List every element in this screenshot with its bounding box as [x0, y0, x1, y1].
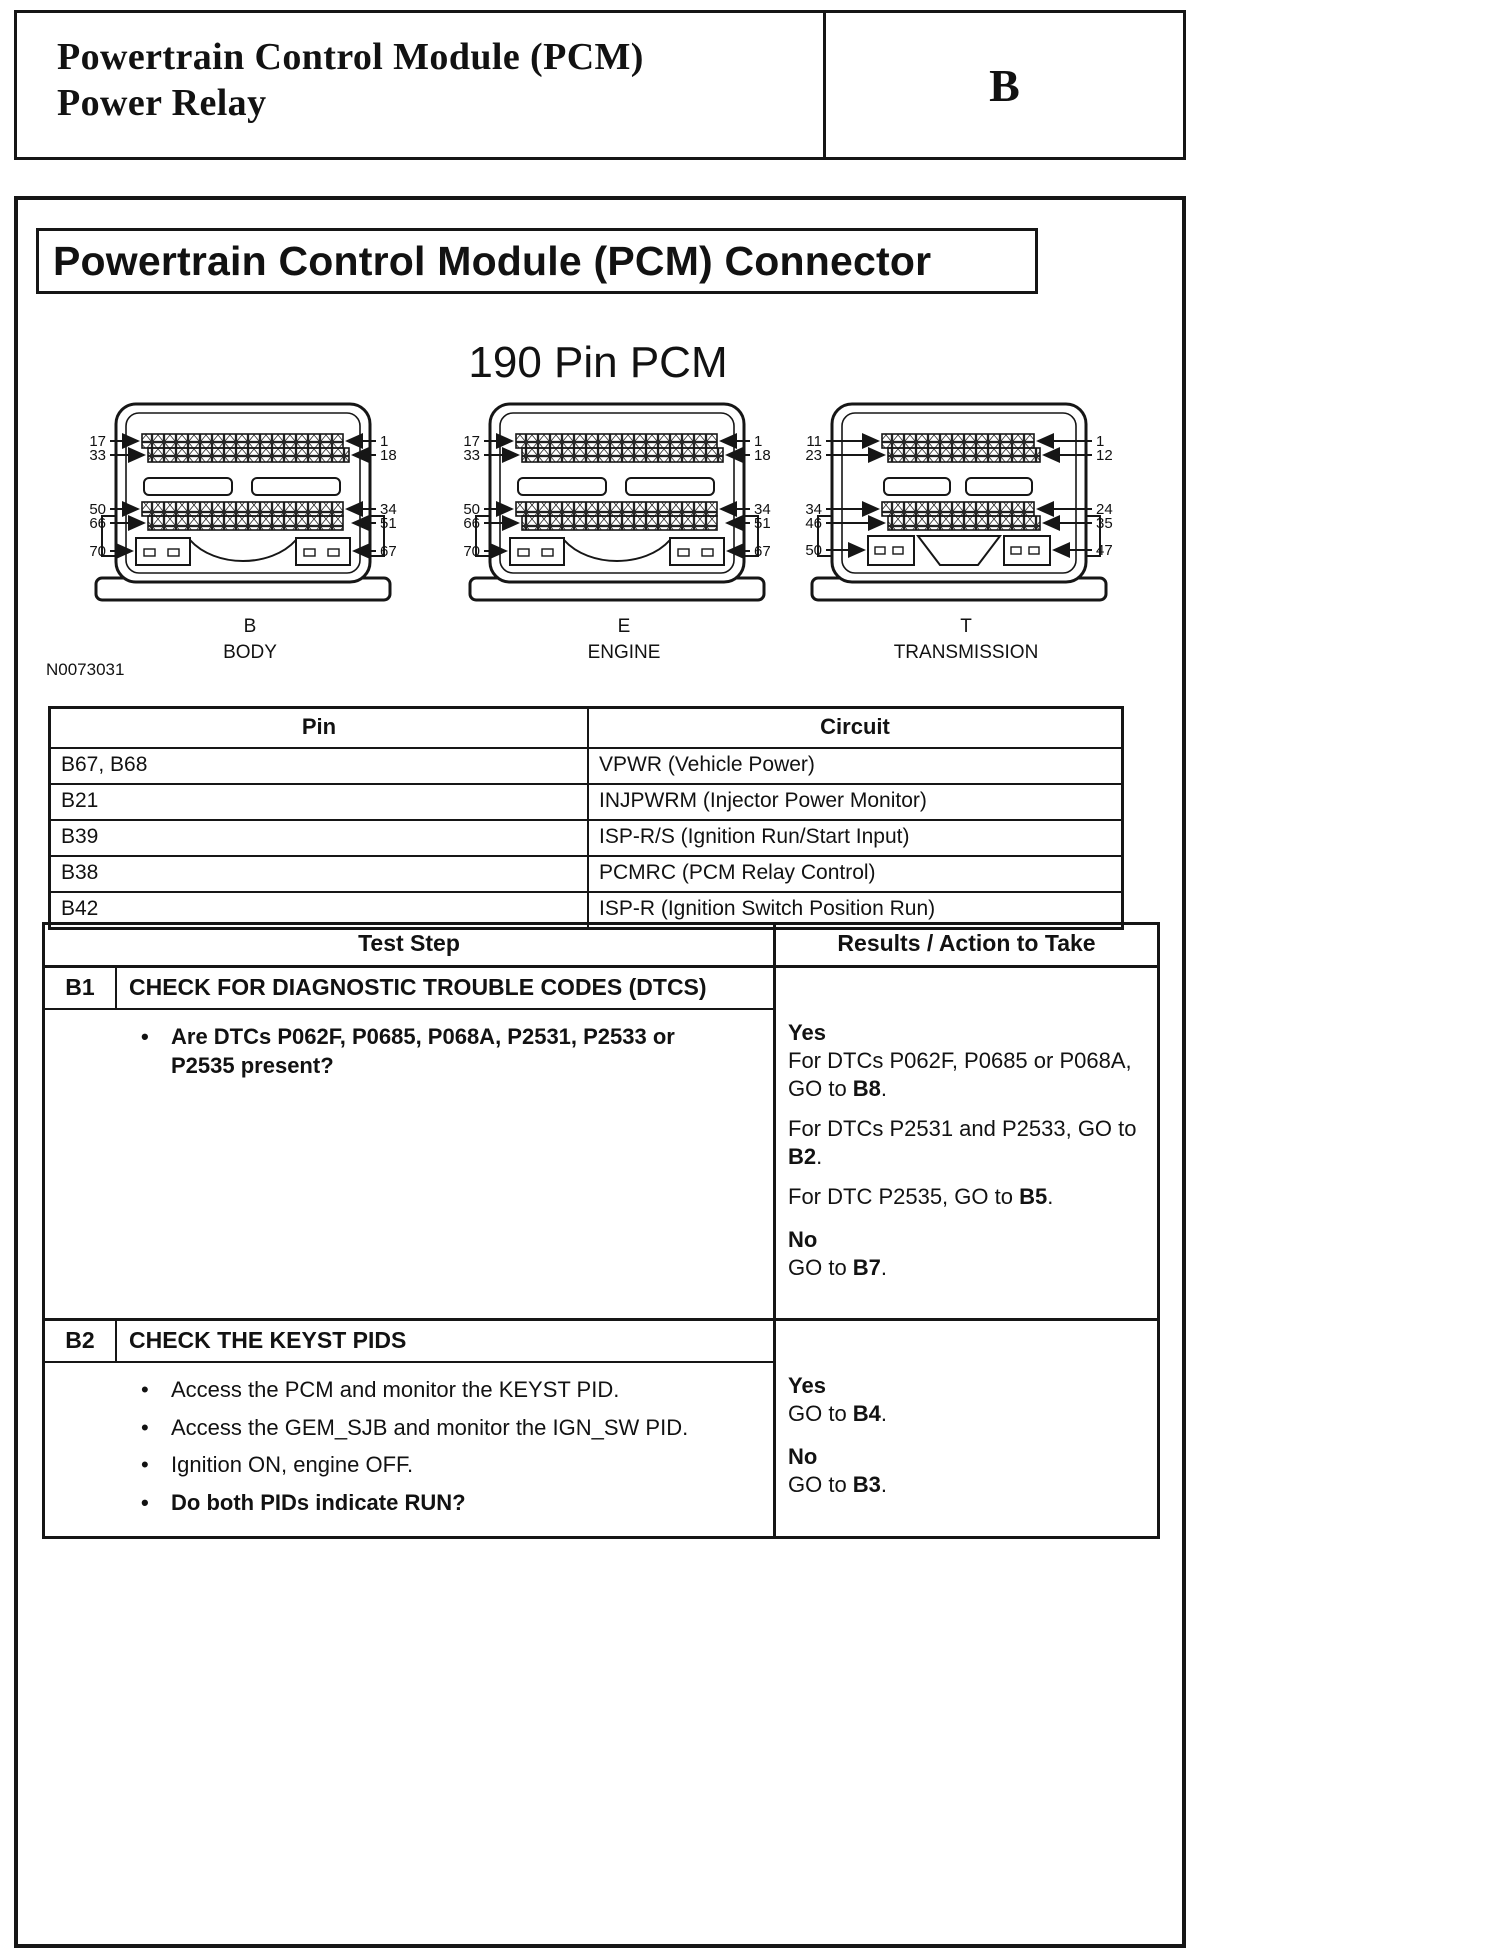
step-id: B1 [45, 968, 117, 1010]
bullet-item [141, 1376, 763, 1405]
pin-cell: B21 [51, 783, 587, 819]
result-yes-label: Yes [788, 1020, 826, 1045]
pin-number: 24 [1096, 501, 1113, 518]
connector-diagram-body [80, 400, 420, 606]
connector-caption-transmission [796, 614, 1136, 665]
result-action [788, 1254, 1145, 1282]
pin-number: 50 [805, 542, 822, 559]
connector-diagram-transmission [796, 400, 1136, 606]
step-results [773, 1010, 1157, 1318]
pin-column-header: Pin [301, 714, 337, 739]
bullet-text: • Access the GEM_SJB and monitor the IGN_SW PID. [171, 1414, 689, 1440]
action-step-ref: B4 [852, 1401, 881, 1426]
action-text: For DTC P2535, GO to [788, 1183, 1020, 1209]
pin-number: 18 [754, 447, 771, 464]
pin-number: 66 [463, 515, 480, 532]
action-text: GO to [788, 1254, 853, 1280]
connector-figure-body [80, 400, 420, 665]
result-action [788, 1400, 1145, 1428]
test-step-table [42, 922, 1160, 1539]
pin-number: 51 [754, 515, 771, 532]
pin-number: 17 [463, 433, 480, 450]
pin-number: 50 [89, 501, 106, 518]
bullet-text: • Access the PCM and monitor the KEYST PID. [171, 1377, 620, 1402]
table-row [51, 783, 1121, 819]
pin-number: 50 [463, 501, 480, 518]
step-instructions [45, 1363, 773, 1536]
bullet-item [141, 1023, 763, 1080]
pin-number: 34 [380, 501, 397, 518]
action-text: For DTCs P062F, P0685 or P068A, GO to [788, 1048, 1132, 1101]
section-letter: B [823, 13, 1183, 157]
pin-number: 33 [89, 447, 106, 464]
document-title-line1: Powertrain Control Module (PCM) [57, 36, 644, 78]
step-content-b1 [45, 1010, 1157, 1318]
connector-figure-transmission [796, 400, 1136, 665]
action-text: . [816, 1143, 823, 1169]
pin-cell: B42 [51, 891, 587, 927]
pin-circuit-table [48, 706, 1124, 930]
pin-number: 46 [805, 515, 822, 532]
step-band-b2 [45, 1318, 1157, 1363]
figure-number: N0073031 [46, 660, 125, 679]
test-table-header-row [45, 925, 1157, 968]
circuit-cell: PCMRC (PCM Relay Control) [587, 855, 1121, 891]
result-action [788, 1471, 1145, 1499]
action-text: . [880, 1401, 888, 1426]
pin-number: 17 [89, 433, 106, 450]
pin-number: 1 [754, 433, 763, 450]
pcm-subtitle: 190 Pin PCM [468, 338, 728, 387]
pin-number: 70 [463, 543, 480, 560]
pin-number: 11 [806, 433, 822, 450]
document-header [14, 10, 1186, 160]
connector-section [14, 196, 1186, 1948]
bullet-item [141, 1451, 763, 1480]
step-band-b1 [45, 968, 1157, 1010]
bullet-item [141, 1414, 763, 1443]
circuit-cell: VPWR (Vehicle Power) [587, 747, 1121, 783]
result-action [788, 1115, 1145, 1171]
pin-cell: B38 [51, 855, 587, 891]
connector-figure-engine [454, 400, 794, 665]
step-instructions [45, 1010, 773, 1318]
pin-cell: B39 [51, 819, 587, 855]
action-text: . [880, 1471, 888, 1497]
result-action [788, 1183, 1145, 1211]
step-title: CHECK THE KEYST PIDS [117, 1321, 773, 1363]
pin-number: 1 [380, 433, 389, 450]
action-text: . [880, 1254, 888, 1280]
circuit-cell: ISP-R/S (Ignition Run/Start Input) [587, 819, 1121, 855]
action-text: . [880, 1075, 888, 1101]
action-text: GO to [788, 1471, 853, 1497]
pin-number: 18 [380, 447, 397, 464]
pin-number: 23 [805, 447, 822, 464]
result-no-group [788, 1444, 1145, 1499]
action-step-ref: B5 [1019, 1183, 1048, 1209]
table-row [51, 819, 1121, 855]
result-no-label: No [788, 1443, 818, 1469]
result-no-group [788, 1227, 1145, 1282]
connector-caption-body [80, 614, 420, 665]
pin-table-header-row [51, 709, 1121, 747]
pin-number: 34 [805, 501, 822, 518]
action-text: For DTCs P2531 and P2533, GO to [788, 1115, 1137, 1141]
test-step-column-header: Test Step [358, 930, 460, 956]
pin-cell: B67, B68 [51, 747, 587, 783]
pin-number: 1 [1096, 433, 1105, 450]
circuit-cell: INJPWRM (Injector Power Monitor) [587, 783, 1121, 819]
action-text: . [1047, 1183, 1054, 1209]
action-step-ref: B7 [852, 1254, 881, 1280]
connector-name: ENGINE [587, 641, 661, 663]
step-title: CHECK FOR DIAGNOSTIC TROUBLE CODES (DTCS) [117, 968, 773, 1010]
action-step-ref: B2 [788, 1143, 817, 1169]
results-column-header: Results / Action to Take [773, 925, 1157, 965]
pin-number: 12 [1096, 447, 1113, 464]
document-title [57, 35, 644, 126]
circuit-column-header: Circuit [587, 709, 1121, 747]
connector-name: BODY [223, 641, 277, 663]
connector-letter: B [243, 616, 257, 637]
pin-number: 66 [89, 515, 106, 532]
results-column-spacer [773, 968, 1157, 1010]
result-yes-label: Yes [788, 1373, 826, 1398]
pin-number: 67 [754, 543, 771, 560]
pin-number: 34 [754, 501, 771, 518]
connector-letter: T [960, 616, 972, 637]
pin-number: 51 [380, 515, 397, 532]
pin-number: 33 [463, 447, 480, 464]
connector-name: TRANSMISSION [893, 641, 1039, 663]
results-column-spacer [773, 1321, 1157, 1363]
connector-section-title: Powertrain Control Module (PCM) Connector [36, 228, 1038, 294]
action-step-ref: B8 [852, 1075, 881, 1101]
table-row [51, 855, 1121, 891]
bullet-item [141, 1489, 763, 1518]
step-results [773, 1363, 1157, 1536]
connector-diagram-engine [454, 400, 794, 606]
pin-number: 35 [1096, 515, 1113, 532]
bullet-text: • Are DTCs P062F, P0685, P068A, P2531, P2533 or P2535 present? [171, 1024, 675, 1078]
bullet-text: • Ignition ON, engine OFF. [171, 1452, 414, 1478]
result-no-label: No [788, 1226, 818, 1252]
table-row [51, 747, 1121, 783]
pin-number: 47 [1096, 542, 1113, 559]
circuit-cell: ISP-R (Ignition Switch Position Run) [587, 891, 1121, 927]
action-step-ref: B3 [852, 1471, 881, 1497]
pin-number: 67 [380, 543, 397, 560]
step-id: B2 [45, 1321, 117, 1363]
result-action [788, 1047, 1145, 1103]
bullet-text: • Do both PIDs indicate RUN? [171, 1489, 466, 1515]
step-content-b2 [45, 1363, 1157, 1536]
document-title-line2: Power Relay [57, 81, 267, 124]
pin-number: 70 [89, 543, 106, 560]
connector-caption-engine [454, 614, 794, 665]
connector-letter: E [617, 616, 631, 637]
action-text: GO to [788, 1401, 853, 1426]
